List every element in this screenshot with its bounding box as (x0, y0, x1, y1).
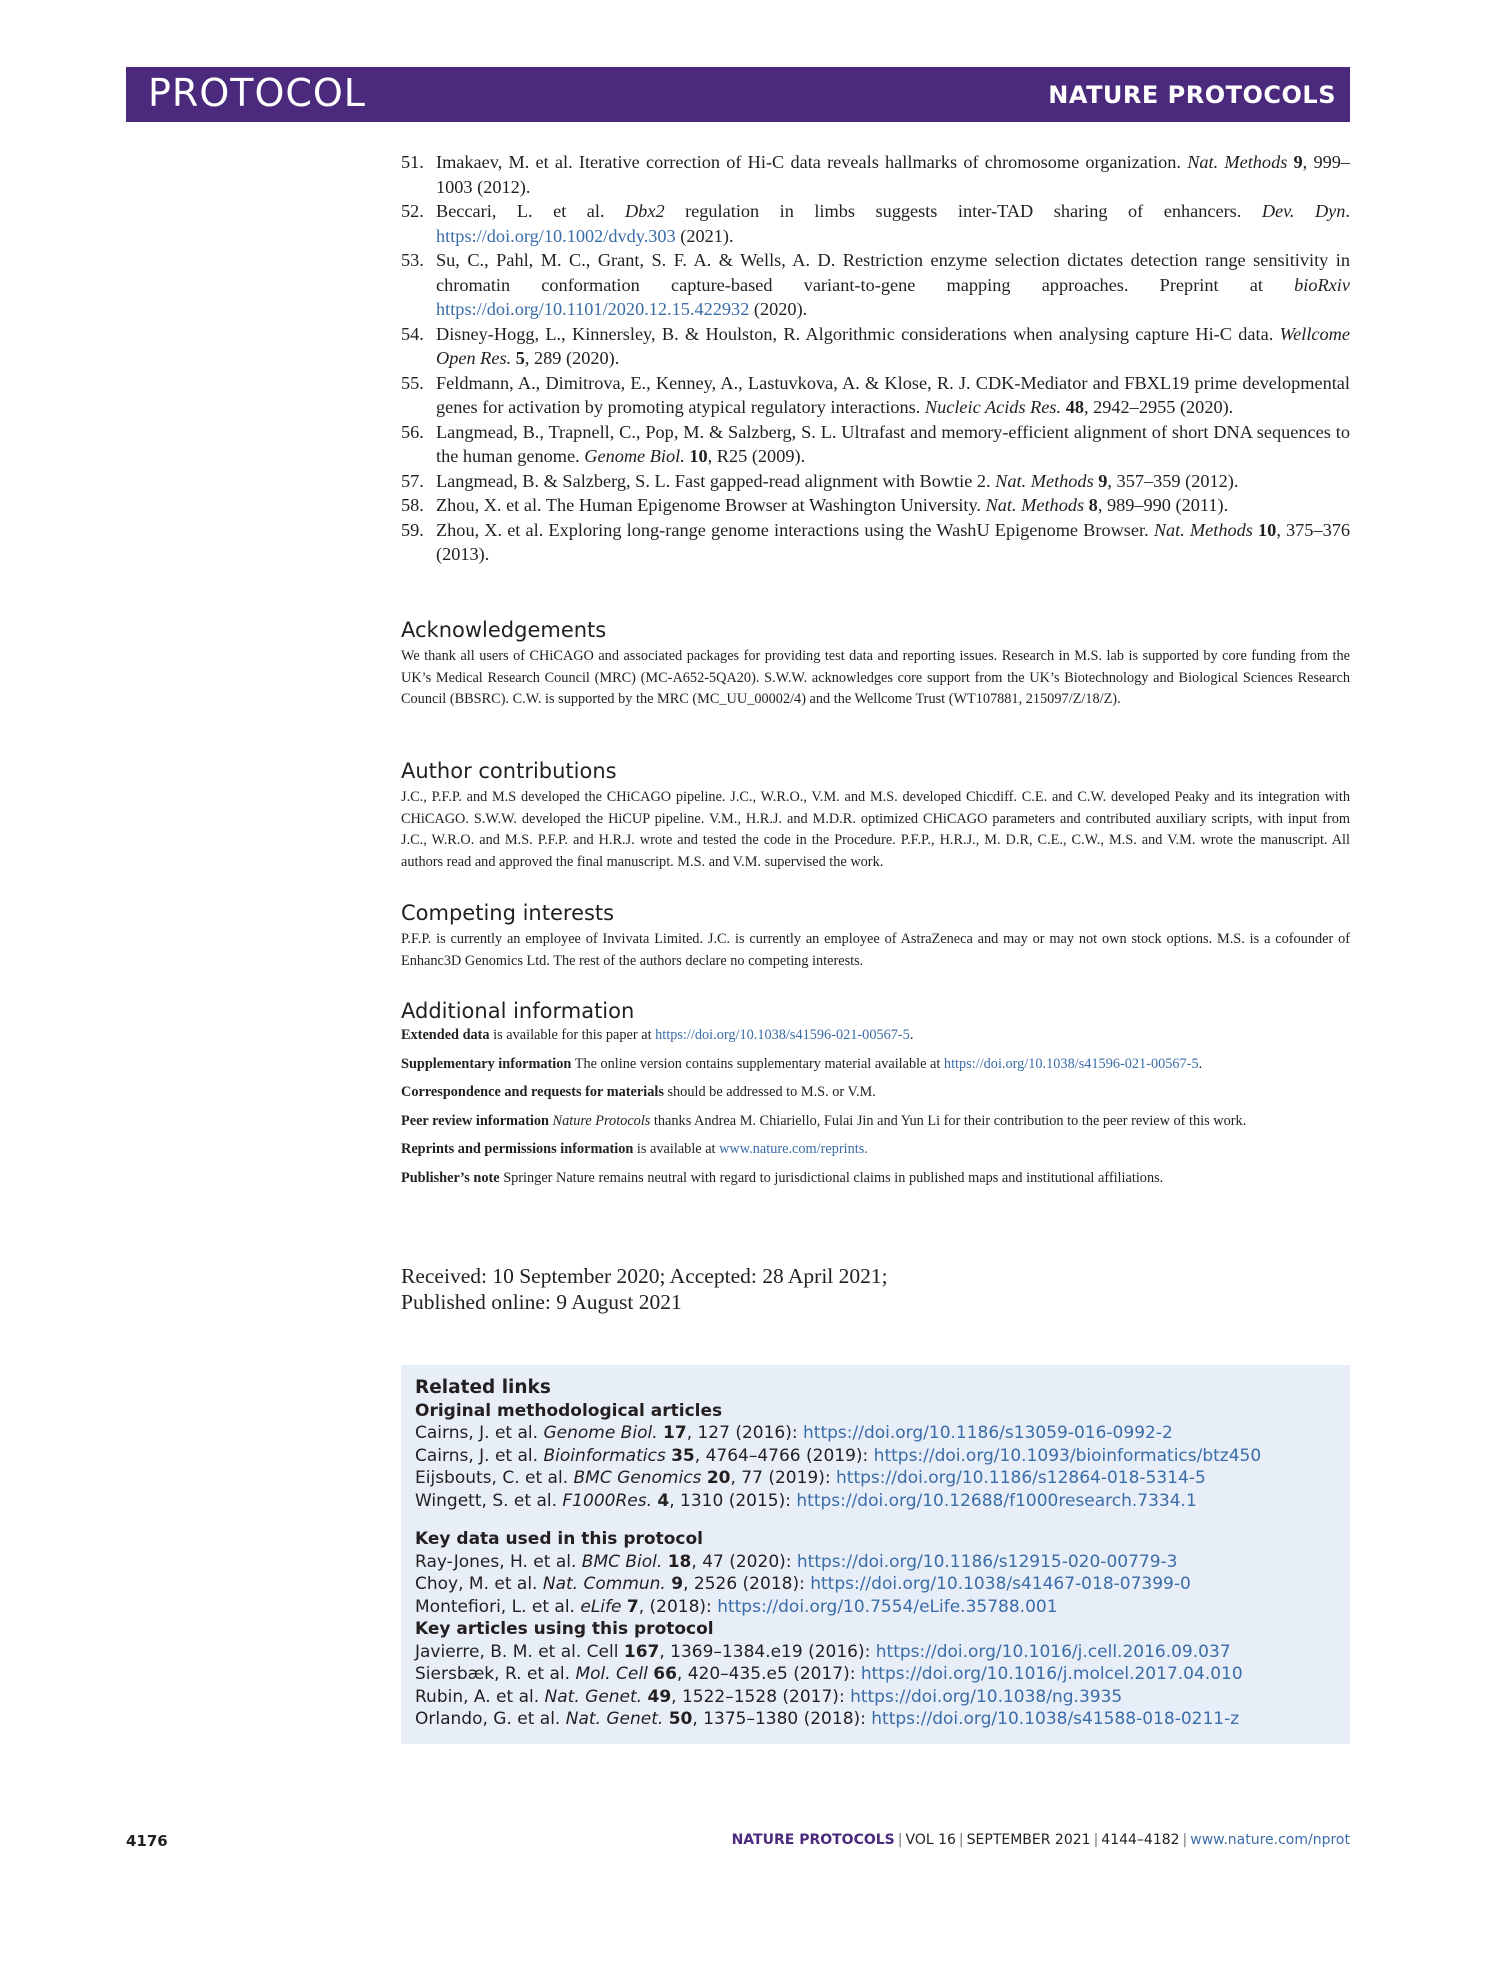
citation-text: Orlando, G. et al. (415, 1709, 566, 1729)
additional-info-text: should be addressed to M.S. or V.M. (663, 1084, 876, 1100)
competing-interests-section (401, 899, 1350, 972)
additional-info-link[interactable]: https://doi.org/10.1038/s41596-021-00567-5 (943, 1055, 1199, 1072)
citation-text: , 357–359 (2012). (1107, 470, 1239, 491)
additional-info-text: is available for this paper at (489, 1027, 656, 1043)
citation-text: , 999–1003 (2012). (436, 152, 1350, 197)
published-line: Published online: 9 August 2021 (401, 1290, 682, 1314)
volume-number: 4 (657, 1490, 670, 1511)
journal-name: Mol. Cell (575, 1664, 648, 1684)
additional-information-heading: Additional information (401, 999, 635, 1023)
related-links-title: Related links (415, 1377, 551, 1398)
doi-link[interactable]: https://doi.org/10.1038/s41467-018-07399-0 (810, 1574, 1191, 1594)
related-link-item (415, 1708, 1340, 1731)
journal-name: BMC Genomics (573, 1468, 702, 1488)
footer-date: SEPTEMBER 2021 (966, 1832, 1091, 1848)
citation-text: Langmead, B., Trapnell, C., Pop, M. & Salzberg, S. L. Ultrafast and memory-efficient alignment of short DNA sequences to the human genome. (436, 421, 1350, 466)
citation-text: , 289 (2020). (524, 348, 620, 368)
reference-item (401, 150, 1350, 199)
related-link-item (415, 1663, 1340, 1686)
reference-number: 51. (401, 152, 424, 172)
reference-number: 58. (401, 495, 424, 515)
related-link-item (415, 1686, 1340, 1709)
citation-text: , 420–435.e5 (2017): (676, 1664, 861, 1684)
reference-number: 55. (401, 372, 424, 393)
volume-number: 8 (1088, 495, 1098, 515)
page-header (126, 67, 1350, 122)
reference-item (401, 371, 1350, 420)
citation-text: regulation in limbs suggests inter-TAD sharing of enhancers. (664, 201, 1262, 221)
volume-number: 7 (626, 1596, 639, 1617)
acknowledgements-heading: Acknowledgements (401, 618, 607, 642)
reference-number: 54. (401, 323, 424, 344)
volume-number: 50 (668, 1709, 693, 1729)
doi-link[interactable]: https://doi.org/10.1016/j.cell.2016.09.037 (875, 1641, 1231, 1662)
acknowledgements-section (401, 616, 1350, 711)
reference-number: 53. (401, 250, 424, 270)
reference-item (401, 518, 1350, 567)
citation-text: Rubin, A. et al. (415, 1686, 545, 1707)
additional-info-text: . (909, 1027, 914, 1043)
additional-info-label: Peer review information (401, 1112, 549, 1129)
volume-number: 167 (623, 1641, 660, 1662)
journal-name: bioRxiv (1294, 274, 1350, 295)
related-link-item (415, 1490, 1340, 1513)
author-contributions-section (401, 757, 1350, 873)
reference-list (401, 150, 1350, 567)
citation-text: Siersbæk, R. et al. (415, 1664, 576, 1684)
section-label: PROTOCOL (148, 71, 366, 115)
related-link-item (415, 1422, 1340, 1445)
citation-text: , 1369–1384.e19 (2016): (659, 1641, 876, 1662)
volume-number: 20 (706, 1468, 731, 1488)
reference-item (401, 322, 1350, 371)
related-link-item (415, 1551, 1340, 1574)
citation-text: , 1310 (2015): (669, 1490, 797, 1511)
citation-text: Eijsbouts, C. et al. (415, 1468, 574, 1488)
additional-info-label: Correspondence and requests for materials (401, 1084, 664, 1100)
reference-number: 59. (401, 519, 424, 540)
reference-item (401, 420, 1350, 469)
citation-text: (2021). (675, 225, 734, 246)
doi-link[interactable]: https://doi.org/10.1038/s41588-018-0211-z (871, 1709, 1240, 1729)
additional-info-item (401, 1168, 1350, 1190)
journal-name: Nat. Genet. (565, 1709, 664, 1729)
journal-name: Nature Protocols (552, 1112, 651, 1129)
journal-name: Bioinformatics (543, 1445, 666, 1466)
additional-information-section (401, 997, 1350, 1196)
reference-number: 56. (401, 421, 424, 442)
footer-url[interactable]: www.nature.com/nprot (1190, 1832, 1350, 1848)
additional-info-text: is available at (633, 1141, 720, 1157)
doi-link[interactable]: https://doi.org/10.1093/bioinformatics/btz450 (873, 1445, 1262, 1466)
related-link-item (415, 1596, 1340, 1619)
citation-text: Cairns, J. et al. (415, 1445, 544, 1466)
volume-number: 10 (1258, 519, 1277, 540)
citation-text: Javierre, B. M. et al. Cell (415, 1641, 624, 1662)
additional-info-link[interactable]: www.nature.com/reprints. (719, 1141, 868, 1157)
volume-number: 5 (515, 348, 525, 368)
related-links-box (401, 1365, 1350, 1744)
citation-text: Cairns, J. et al. (415, 1423, 544, 1443)
journal-name: BMC Biol. (581, 1551, 663, 1572)
journal-name: Dbx2 (624, 201, 665, 221)
doi-link[interactable]: https://doi.org/10.1101/2020.12.15.422932 (436, 299, 750, 319)
citation-text: Choy, M. et al. (415, 1574, 543, 1594)
additional-info-text: Springer Nature remains neutral with regard to jurisdictional claims in published maps and institutional affiliations. (499, 1169, 1164, 1186)
related-link-item (415, 1445, 1340, 1468)
additional-info-label: Reprints and permissions information (401, 1141, 634, 1157)
author-contributions-text: J.C., P.F.P. and M.S developed the CHiCAGO pipeline. J.C., W.R.O., V.M. and M.S. developed Chicdiff. C.E. and C.W. developed Peaky and its integration with CHiCAGO. S.W.W. developed the HiCUP pipeline. V.M., H.R.J. and M.D.R. optimized CHiCAGO parameters and contributed auxiliary scripts, with input from J.C., W.R.O. and M.S. P.F.P. and H.R.J. wrote and tested the code in the Procedure. P.F.P., H.R.J., M. D.R, C.E., C.W., M.S. and V.M. wrote the manuscript. All authors read and approved the final manuscript. M.S. and V.M. supervised the work. (401, 789, 1350, 870)
doi-link[interactable]: https://doi.org/10.1186/s13059-016-0992-2 (803, 1423, 1173, 1443)
additional-info-item (401, 1054, 1350, 1076)
volume-number: 66 (653, 1664, 677, 1684)
citation-text: , 2526 (2018): (683, 1574, 811, 1594)
related-links-subheading: Key data used in this protocol (415, 1529, 703, 1549)
journal-name: Nucleic Acids Res. (924, 397, 1062, 417)
page-number: 4176 (126, 1832, 168, 1850)
received-dates (401, 1263, 888, 1315)
citation-text: Wingett, S. et al. (415, 1490, 563, 1511)
volume-number: 10 (689, 446, 708, 466)
citation-text: , 127 (2016): (686, 1423, 804, 1443)
journal-name: Nat. Commun. (542, 1574, 666, 1594)
citation-text: Montefiori, L. et al. (415, 1596, 581, 1617)
journal-name: Nat. Genet. (544, 1686, 643, 1707)
additional-info-item (401, 1139, 1350, 1161)
citation-text: Ray-Jones, H. et al. (415, 1551, 582, 1572)
citation-text: Disney-Hogg, L., Kinnersley, B. & Houlston, R. Algorithmic considerations when analysing capture Hi-C data. (436, 323, 1280, 344)
volume-number: 9 (1098, 470, 1108, 491)
footer-journal-name: NATURE PROTOCOLS (731, 1832, 895, 1848)
volume-number: 9 (671, 1574, 684, 1594)
citation-text: , (2018): (638, 1596, 718, 1617)
received-line: Received: 10 September 2020; Accepted: 28 April 2021; (401, 1264, 888, 1288)
journal-name: Genome Biol. (584, 446, 685, 466)
citation-text: Su, C., Pahl, M. C., Grant, S. F. A. & Wells, A. D. Restriction enzyme selection dictates detection range sensitivity in chromatin conformation capture-based variant-to-gene mapping approaches. Preprint at (436, 250, 1350, 295)
citation-text: , 1375–1380 (2018): (692, 1709, 872, 1729)
doi-link[interactable]: https://doi.org/10.12688/f1000research.7334.1 (796, 1490, 1197, 1511)
volume-number: 18 (667, 1551, 692, 1572)
citation-text: Zhou, X. et al. The Human Epigenome Browser at Washington University. (436, 495, 986, 515)
related-link-item (415, 1641, 1340, 1664)
citation-text: , R25 (2009). (707, 446, 806, 466)
journal-name: Nat. Methods (995, 470, 1094, 491)
additional-info-label: Extended data (401, 1027, 490, 1043)
citation-text: , 77 (2019): (730, 1468, 836, 1488)
reference-number: 52. (401, 201, 424, 221)
author-contributions-heading: Author contributions (401, 759, 617, 783)
citation-text: Imakaev, M. et al. Iterative correction of Hi-C data reveals hallmarks of chromosome organization. (436, 152, 1188, 172)
additional-information-list (401, 1025, 1350, 1189)
journal-name: Nat. Methods (1187, 152, 1288, 172)
competing-interests-text: P.F.P. is currently an employee of Invivata Limited. J.C. is currently an employee of AstraZeneca and may or may not own stock options. M.S. is a cofounder of Enhanc3D Genomics Ltd. The rest of the authors declare no competing interests. (401, 931, 1350, 969)
reference-number: 57. (401, 470, 424, 491)
footer-journal-info: NATURE PROTOCOLS | VOL 16 | SEPTEMBER 2021 | 4144–4182 | www.nature.com/nprot (731, 1832, 1350, 1848)
related-link-item (415, 1573, 1340, 1596)
doi-link[interactable]: https://doi.org/10.1186/s12864-018-5314-5 (836, 1468, 1206, 1488)
volume-number: 35 (671, 1445, 695, 1466)
citation-text: , 1522–1528 (2017): (671, 1686, 851, 1707)
reference-item (401, 248, 1350, 322)
additional-info-text: thanks Andrea M. Chiariello, Fulai Jin and Yun Li for their contribution to the peer review of this work. (650, 1112, 1247, 1129)
citation-text: Feldmann, A., Dimitrova, E., Kenney, A., Lastuvkova, A. & Klose, R. J. CDK-Mediator and FBXL19 prime developmental genes for activation by promoting atypical regulatory interactions. (436, 372, 1350, 417)
reference-item (401, 469, 1350, 494)
citation-text: Zhou, X. et al. Exploring long-range genome interactions using the WashU Epigenome Browser. (436, 519, 1154, 540)
citation-text: (2020). (749, 299, 808, 319)
journal-name: NATURE PROTOCOLS (1048, 81, 1336, 109)
journal-name: Wellcome Open Res. (436, 323, 1350, 368)
related-links-subheading: Key articles using this protocol (415, 1619, 714, 1639)
related-link-item (415, 1467, 1340, 1490)
journal-name: F1000Res. (562, 1490, 652, 1511)
journal-name: eLife (580, 1596, 622, 1617)
volume-number: 9 (1293, 152, 1303, 172)
journal-name: Nat. Methods (1153, 519, 1253, 540)
journal-name: Genome Biol. (543, 1423, 658, 1443)
additional-info-label: Supplementary information (401, 1055, 572, 1072)
citation-text: , 47 (2020): (691, 1551, 797, 1572)
citation-text: , 989–990 (2011). (1097, 495, 1229, 515)
additional-info-link[interactable]: https://doi.org/10.1038/s41596-021-00567-5 (655, 1027, 910, 1043)
additional-info-item (401, 1111, 1350, 1133)
volume-number: 49 (647, 1686, 672, 1707)
doi-link[interactable]: https://doi.org/10.1016/j.molcel.2017.04.010 (860, 1664, 1243, 1684)
footer-volume: VOL 16 (905, 1832, 956, 1848)
volume-number: 48 (1065, 397, 1084, 417)
citation-text: . (1345, 201, 1350, 221)
volume-number: 17 (663, 1423, 687, 1443)
doi-link[interactable]: https://doi.org/10.1038/ng.3935 (850, 1686, 1123, 1707)
additional-info-label: Publisher’s note (401, 1169, 500, 1186)
citation-text: Langmead, B. & Salzberg, S. L. Fast gapped-read alignment with Bowtie 2. (436, 470, 996, 491)
citation-text: , 375–376 (2013). (436, 519, 1350, 564)
doi-link[interactable]: https://doi.org/10.1002/dvdy.303 (436, 225, 676, 246)
journal-name: Dev. Dyn (1261, 201, 1346, 221)
acknowledgements-text: We thank all users of CHiCAGO and associated packages for providing test data and reporting issues. Research in M.S. lab is supported by core funding from the UK’s Medical Research Council (MRC) (MC-A652-5QA20). S.W.W. acknowledges core support from the UK’s Biotechnology and Biological Sciences Research Council (BBSRC). C.W. is supported by the MRC (MC_UU_00002/4) and the Wellcome Trust (WT107881, 215097/Z/18/Z). (401, 648, 1350, 707)
additional-info-text: . (1198, 1055, 1203, 1072)
journal-name: Nat. Methods (985, 495, 1085, 515)
citation-text: , 2942–2955 (2020). (1083, 397, 1234, 417)
citation-text: , 4764–4766 (2019): (694, 1445, 874, 1466)
additional-info-item (401, 1025, 1350, 1047)
additional-info-item (401, 1082, 1350, 1104)
doi-link[interactable]: https://doi.org/10.7554/eLife.35788.001 (717, 1596, 1058, 1617)
related-links-subheading: Original methodological articles (415, 1400, 723, 1421)
reference-item (401, 199, 1350, 248)
citation-text: Beccari, L. et al. (436, 201, 625, 221)
footer-pages: 4144–4182 (1101, 1832, 1180, 1848)
reference-item (401, 493, 1350, 518)
competing-interests-heading: Competing interests (401, 901, 615, 925)
doi-link[interactable]: https://doi.org/10.1186/s12915-020-00779-3 (796, 1551, 1178, 1572)
additional-info-text: The online version contains supplementary material available at (571, 1055, 944, 1072)
